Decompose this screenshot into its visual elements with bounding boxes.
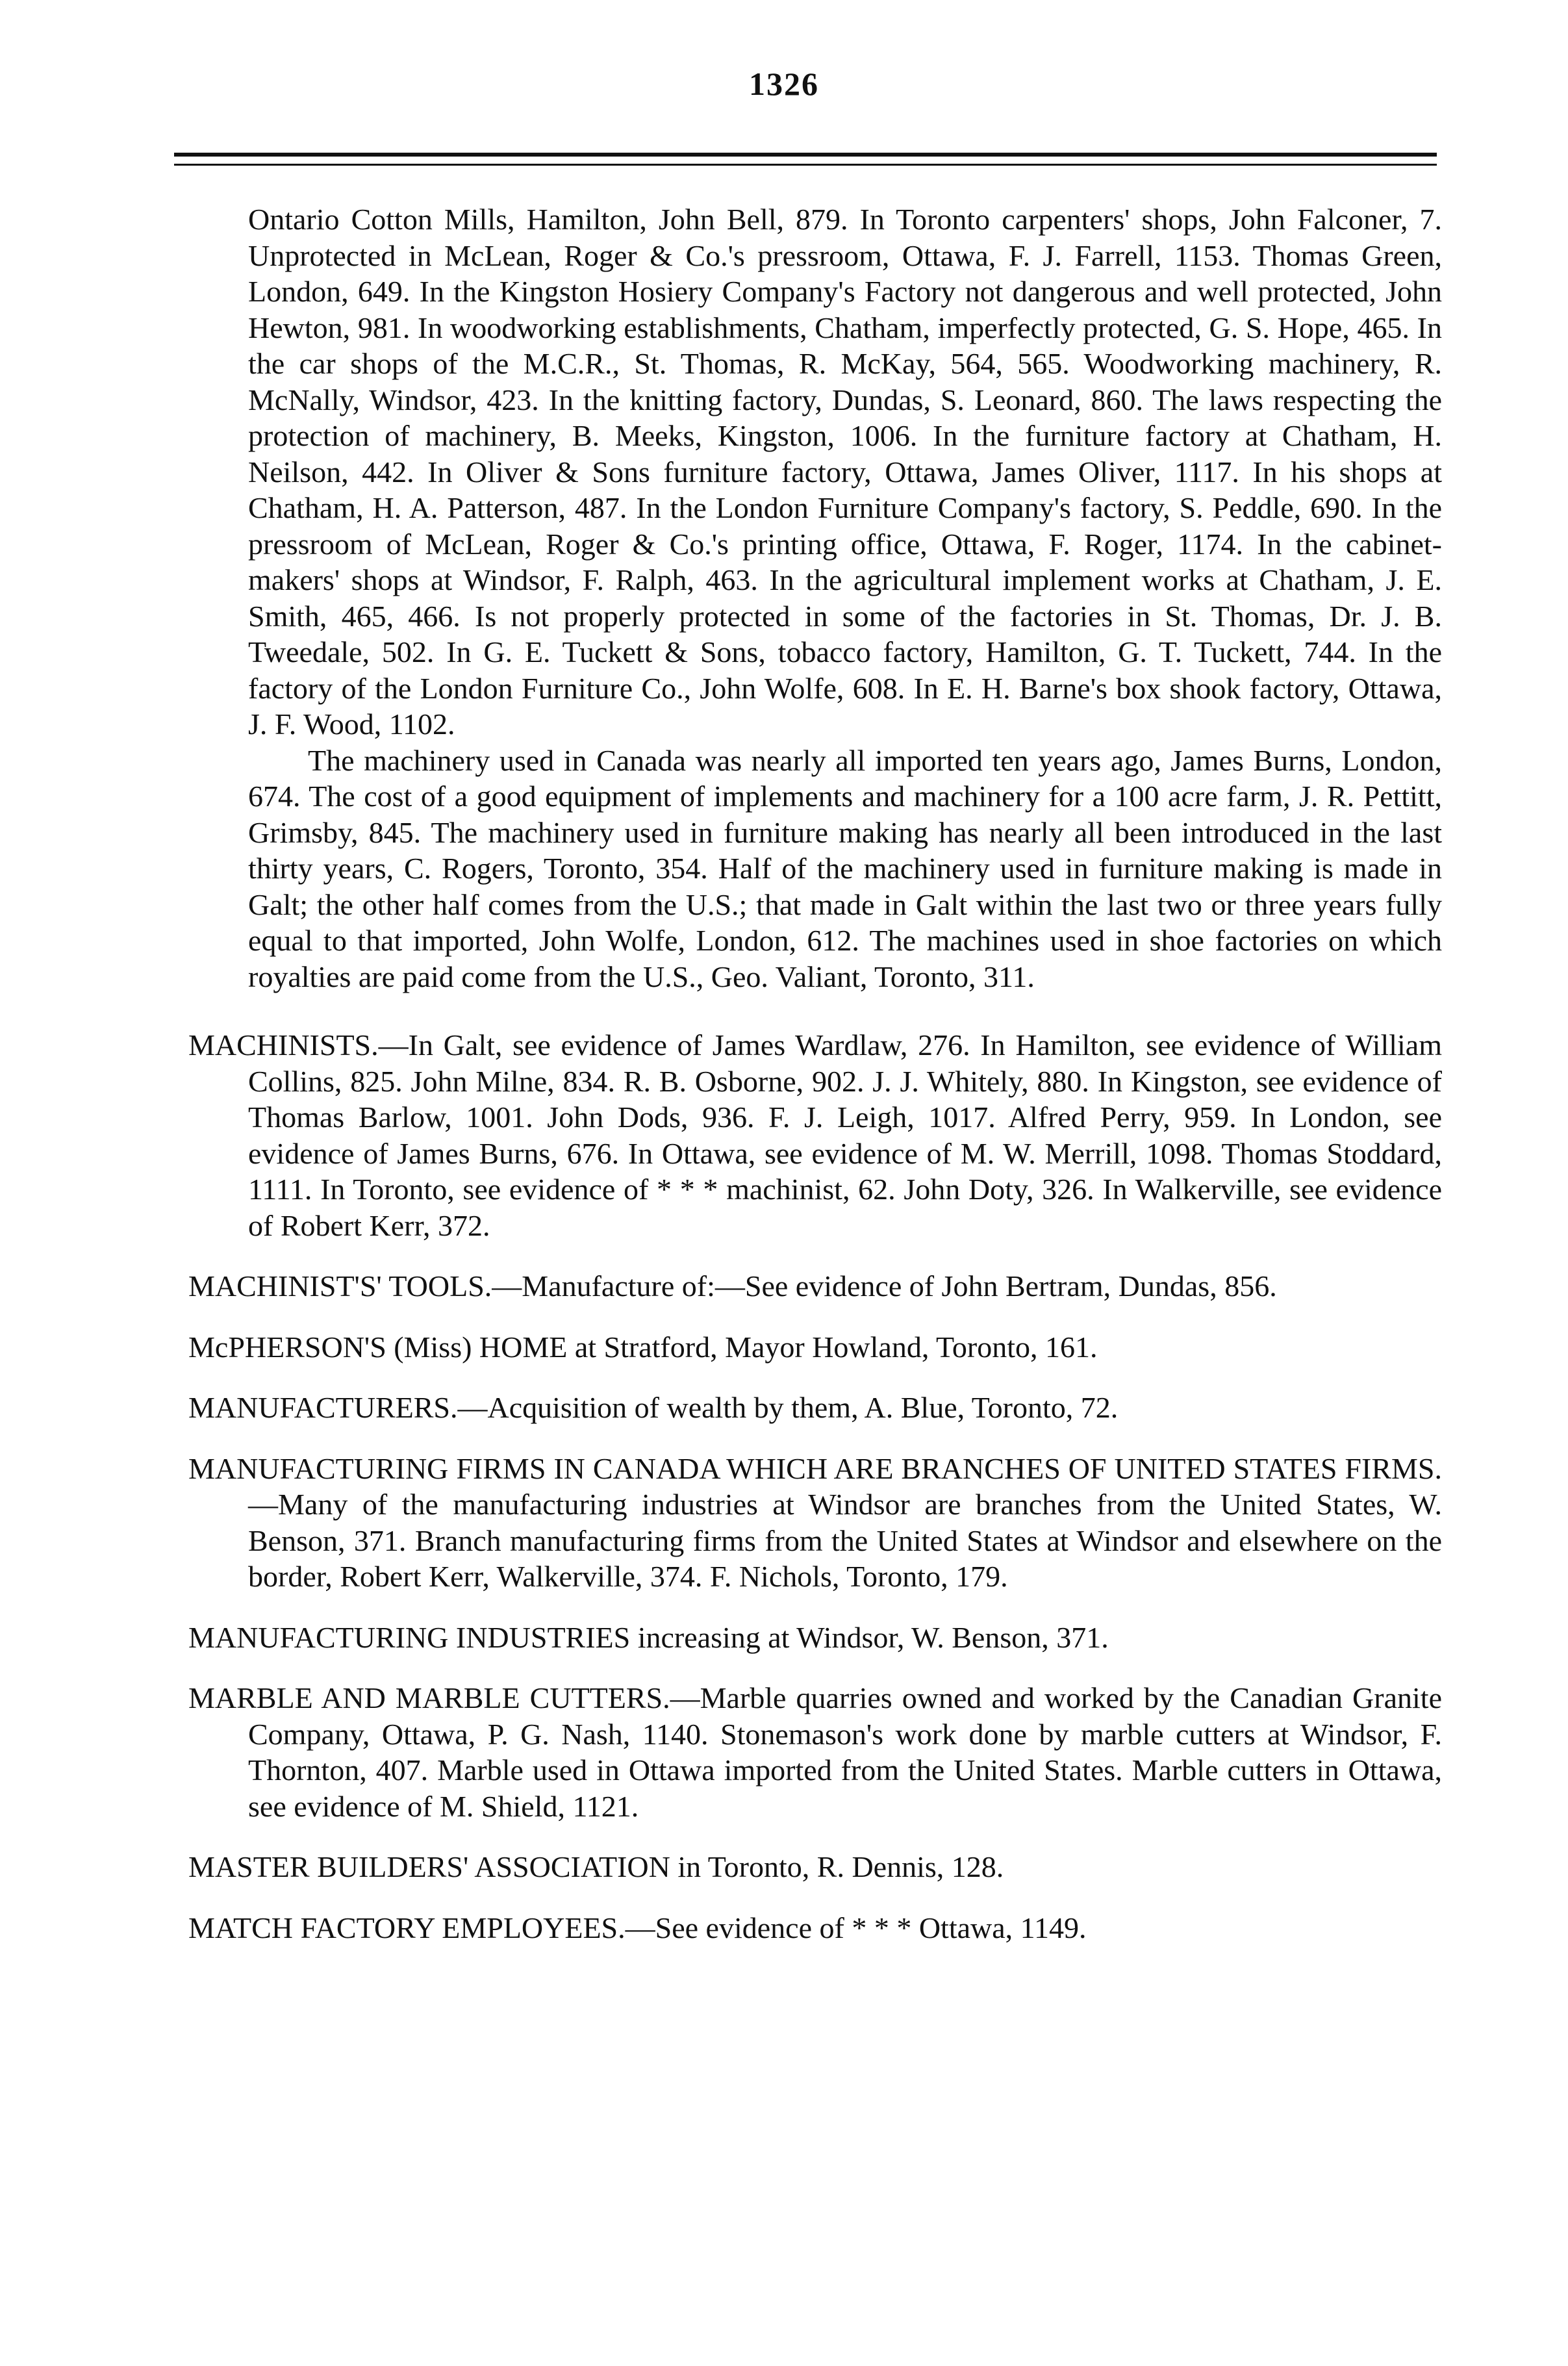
entry-text: in Toronto, R. Dennis, 128. [670, 1850, 1004, 1883]
index-entry [188, 1620, 1442, 1656]
entry-heading: MACHINIST'S' TOOLS. [188, 1269, 492, 1303]
index-entry [188, 1268, 1442, 1304]
header-rule-thin [174, 164, 1437, 166]
continuation-paragraph: Ontario Cotton Mills, Hamilton, John Bell, 879. In Toronto carpenters' shops, John Falconer, 7. Unprotected in McLean, Roger & Co.'s pressroom, Ottawa, F. J. Farrell, 1153. Thomas Green, London, 649. In the Kingston Hosiery Company's Factory not dangerous and well protected, John Hewton, 981. In woodworking establishments, Chatham, imperfectly protected, G. S. Hope, 465. In the car shops of the M.C.R., St. Thomas, R. McKay, 564, 565. Woodworking machinery, R. McNally, Windsor, 423. In the knitting factory, Dundas, S. Leonard, 860. The laws respecting the protection of machinery, B. Meeks, Kingston, 1006. In the furniture factory at Chatham, H. Neilson, 442. In Oliver & Sons furniture factory, Ottawa, James Oliver, 1117. In his shops at Chatham, H. A. Patterson, 487. In the London Furniture Company's factory, S. Peddle, 690. In the pressroom of McLean, Roger & Co.'s printing office, Ottawa, F. Roger, 1174. In the cabinet-makers' shops at Windsor, F. Ralph, 463. In the agricultural implement works at Chatham, J. E. Smith, 465, 466. Is not properly protected in some of the factories in St. Thomas, Dr. J. B. Tweedale, 502. In G. E. Tuckett & Sons, tobacco factory, Hamilton, G. T. Tuckett, 744. In the factory of the London Furniture Co., John Wolfe, 608. In E. H. Barne's box shook factory, Ottawa, J. F. Wood, 1102. [248, 203, 1442, 741]
continuation-paragraph: The machinery used in Canada was nearly all imported ten years ago, James Burns, London, 674. The cost of a good equipment of implements and machinery for a 100 acre farm, J. R. Pettitt, Grimsby, 845. The machinery used in furniture making has nearly all been introduced in the last thirty years, C. Rogers, Toronto, 354. Half of the machinery used in furniture making is made in Galt; the other half comes from the U.S.; that made in Galt within the last two or three years fully equal to that imported, John Wolfe, London, 612. The machines used in shoe factories on which royalties are paid come from the U.S., Geo. Valiant, Toronto, 311. [248, 743, 1442, 993]
entry-text: —See evidence of * * * Ottawa, 1149. [625, 1911, 1087, 1944]
entry-heading: MARBLE AND MARBLE CUTTERS. [188, 1681, 670, 1714]
entry-heading: MANUFACTURING INDUSTRIES [188, 1620, 631, 1654]
index-entry [188, 1329, 1442, 1366]
entry-text: —In Galt, see evidence of James Wardlaw, 276. In Hamilton, see evidence of William Collins, 825. John Milne, 834. R. B. Osborne, 902. J. J. Whitely, 880. In Kingston, see evidence of Thomas Barlow, 1001. John Dods, 936. F. J. Leigh, 1017. Alfred Perry, 959. In London, see evidence of James Burns, 676. In Ottawa, see evidence of M. W. Merrill, 1098. Thomas Stoddard, 1111. In Toronto, see evidence of * * * machinist, 62. John Doty, 326. In Walkerville, see evidence of Robert Kerr, 372. [248, 1028, 1442, 1242]
header-rule-thick [174, 153, 1437, 157]
entry-text: —Manufacture of:—See evidence of John Bertram, Dundas, 856. [492, 1269, 1277, 1303]
entry-text: —Marble quarries owned and worked by the Canadian Granite Company, Ottawa, P. G. Nash, 1140. Stonemason's work done by marble cutters at Windsor, F. Thornton, 407. Marble used in Ottawa imported from the United States. Marble cutters in Ottawa, see evidence of M. Shield, 1121. [248, 1681, 1442, 1823]
page-number: 1326 [749, 66, 819, 102]
index-entry [188, 1910, 1442, 1946]
index-entry [188, 1849, 1442, 1885]
entry-heading: MANUFACTURING FIRMS IN CANADA WHICH ARE BRANCHES OF UNITED STATES FIRMS. [188, 1451, 1442, 1485]
index-entry [188, 1451, 1442, 1595]
index-entry [188, 1390, 1442, 1426]
entry-text: increasing at Windsor, W. Benson, 371. [630, 1620, 1109, 1654]
entry-heading: MASTER BUILDERS' ASSOCIATION [188, 1850, 670, 1883]
index-content [188, 201, 1442, 1946]
index-entry [188, 1027, 1442, 1243]
entry-heading: MACHINISTS. [188, 1028, 379, 1062]
entry-text: at Stratford, Mayor Howland, Toronto, 161. [567, 1330, 1098, 1364]
entry-heading: MANUFACTURERS. [188, 1391, 458, 1424]
entry-heading: McPHERSON'S (Miss) HOME [188, 1330, 568, 1364]
entry-heading: MATCH FACTORY EMPLOYEES. [188, 1911, 626, 1944]
entry-text: —Acquisition of wealth by them, A. Blue, Toronto, 72. [457, 1391, 1119, 1424]
entry-text: —Many of the manufacturing industries at Windsor are branches from the United States, W. Benson, 371. Branch manufacturing firms from the United States at Windsor and elsewhere on the border, Robert Kerr, Walkerville, 374. F. Nichols, Toronto, 179. [248, 1488, 1442, 1593]
index-entry [188, 1680, 1442, 1824]
